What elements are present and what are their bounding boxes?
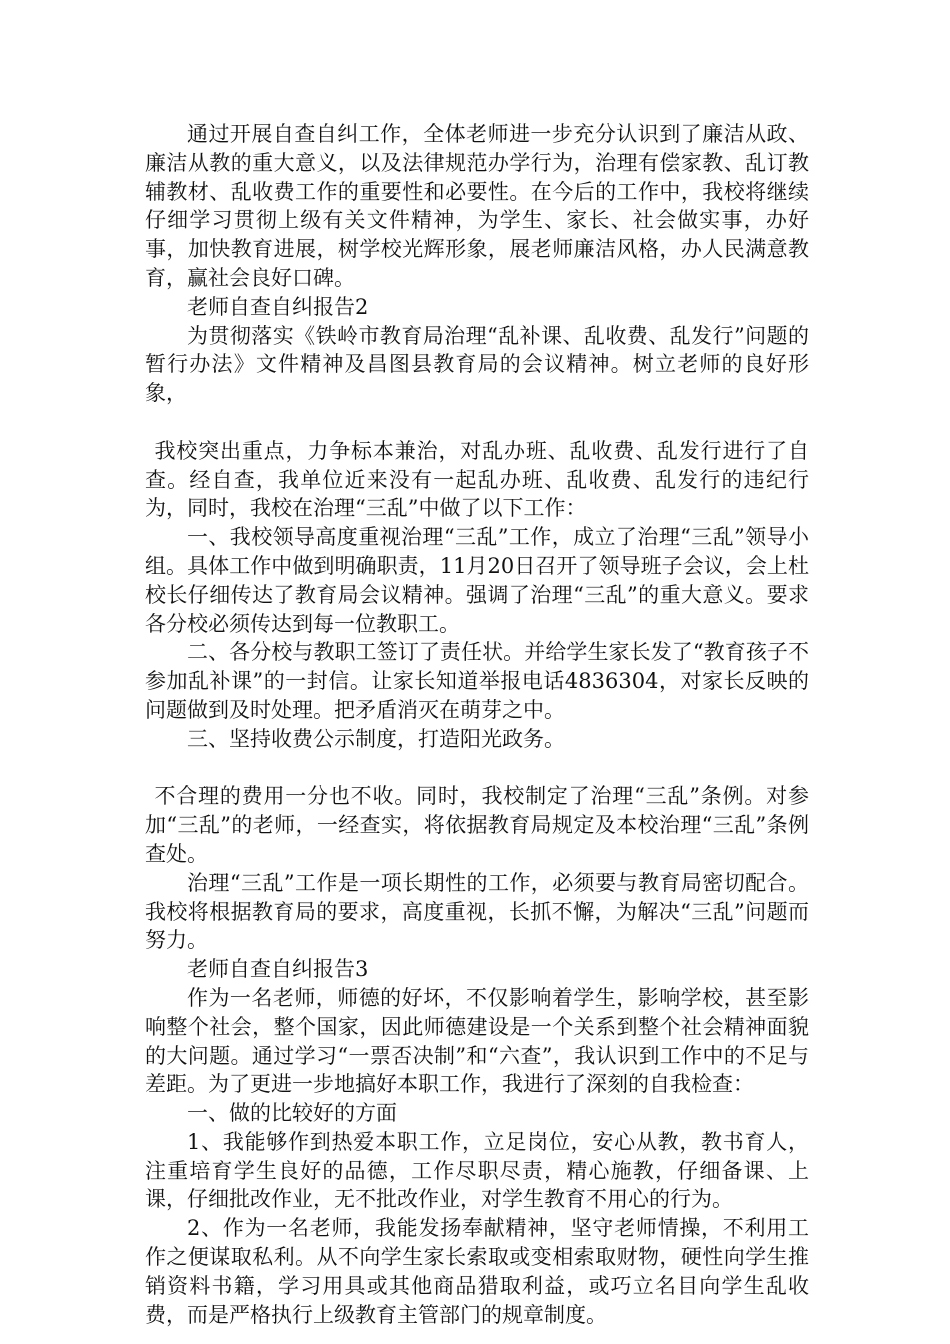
document-page <box>145 120 809 1329</box>
paragraph-4: 一、我校领导高度重视治理“三乱”工作，成立了治理“三乱”领导小组。具体工作中做到明确职责，11月20日召开了领导班子会议，会上杜校长仔细传达了教育局会议精神。强调了治理“三乱”的重大意义。要求各分校必须传达到每一位教职工。 <box>145 525 809 636</box>
paragraph-8: 治理“三乱”工作是一项长期性的工作，必须要与教育局密切配合。我校将根据教育局的要求，高度重视，长抓不懈，为解决“三乱”问题而努力。 <box>145 870 809 953</box>
blank-line <box>145 754 809 783</box>
paragraph-1: 通过开展自查自纠工作，全体老师进一步充分认识到了廉洁从政、廉洁从教的重大意义，以及法律规范办学行为，治理有偿家教、乱订教辅教材、乱收费工作的重要性和必要性。在今后的工作中，我校将继续仔细学习贯彻上级有关文件精神，为学生、家长、社会做实事，办好事，加快教育进展，树学校光辉形象，展老师廉洁风格，办人民满意教育，赢社会良好口碑。 <box>145 122 809 290</box>
paragraph-3: 我校突出重点，力争标本兼治，对乱办班、乱收费、乱发行进行了自查。经自查，我单位近来没有一起乱办班、乱收费、乱发行的违纪行为，同时，我校在治理“三乱”中做了以下工作： <box>145 438 809 521</box>
blank-line <box>145 408 809 437</box>
subheading-good-aspects: 一、做的比较好的方面 <box>187 1101 397 1126</box>
paragraph-9: 作为一名老师，师德的好坏，不仅影响着学生，影响学校，甚至影响整个社会，整个国家，因此师德建设是一个关系到整个社会精神面貌的大问题。通过学习“一票否决制”和“六查”，我认识到工作中的不足与差距。为了更进一步地搞好本职工作，我进行了深刻的自我检查： <box>145 985 809 1097</box>
paragraph-5: 二、各分校与教职工签订了责任状。并给学生家长发了“教育孩子不参加乱补课”的一封信。让家长知道举报电话4836304，对家长反映的问题做到及时处理。把矛盾消灭在萌芽之中。 <box>145 640 809 722</box>
section-heading-report-2: 老师自查自纠报告2 <box>187 294 369 319</box>
paragraph-6: 三、坚持收费公示制度，打造阳光政务。 <box>187 726 565 751</box>
paragraph-10: 1、我能够作到热爱本职工作，立足岗位，安心从教，教书育人，注重培育学生良好的品德，工作尽职尽责，精心施教，仔细备课、上课，仔细批改作业，无不批改作业，对学生教育不用心的行为。 <box>145 1129 809 1212</box>
paragraph-7: 不合理的费用一分也不收。同时，我校制定了治理“三乱”条例。对参加“三乱”的老师，一经查实，将依据教育局规定及本校治理“三乱”条例查处。 <box>145 784 809 866</box>
section-heading-report-3: 老师自查自纠报告3 <box>187 957 369 982</box>
paragraph-2: 为贯彻落实《铁岭市教育局治理“乱补课、乱收费、乱发行”问题的暂行办法》文件精神及昌图县教育局的会议精神。树立老师的良好形象， <box>145 323 809 406</box>
paragraph-11: 2、作为一名老师，我能发扬奉献精神，坚守老师情操，不利用工作之便谋取私利。从不向学生家长索取或变相索取财物，硬性向学生推销资料书籍，学习用具或其他商品猎取利益，或巧立名目向学生乱收费，而是严格执行上级教育主管部门的规章制度。 <box>145 1216 809 1327</box>
